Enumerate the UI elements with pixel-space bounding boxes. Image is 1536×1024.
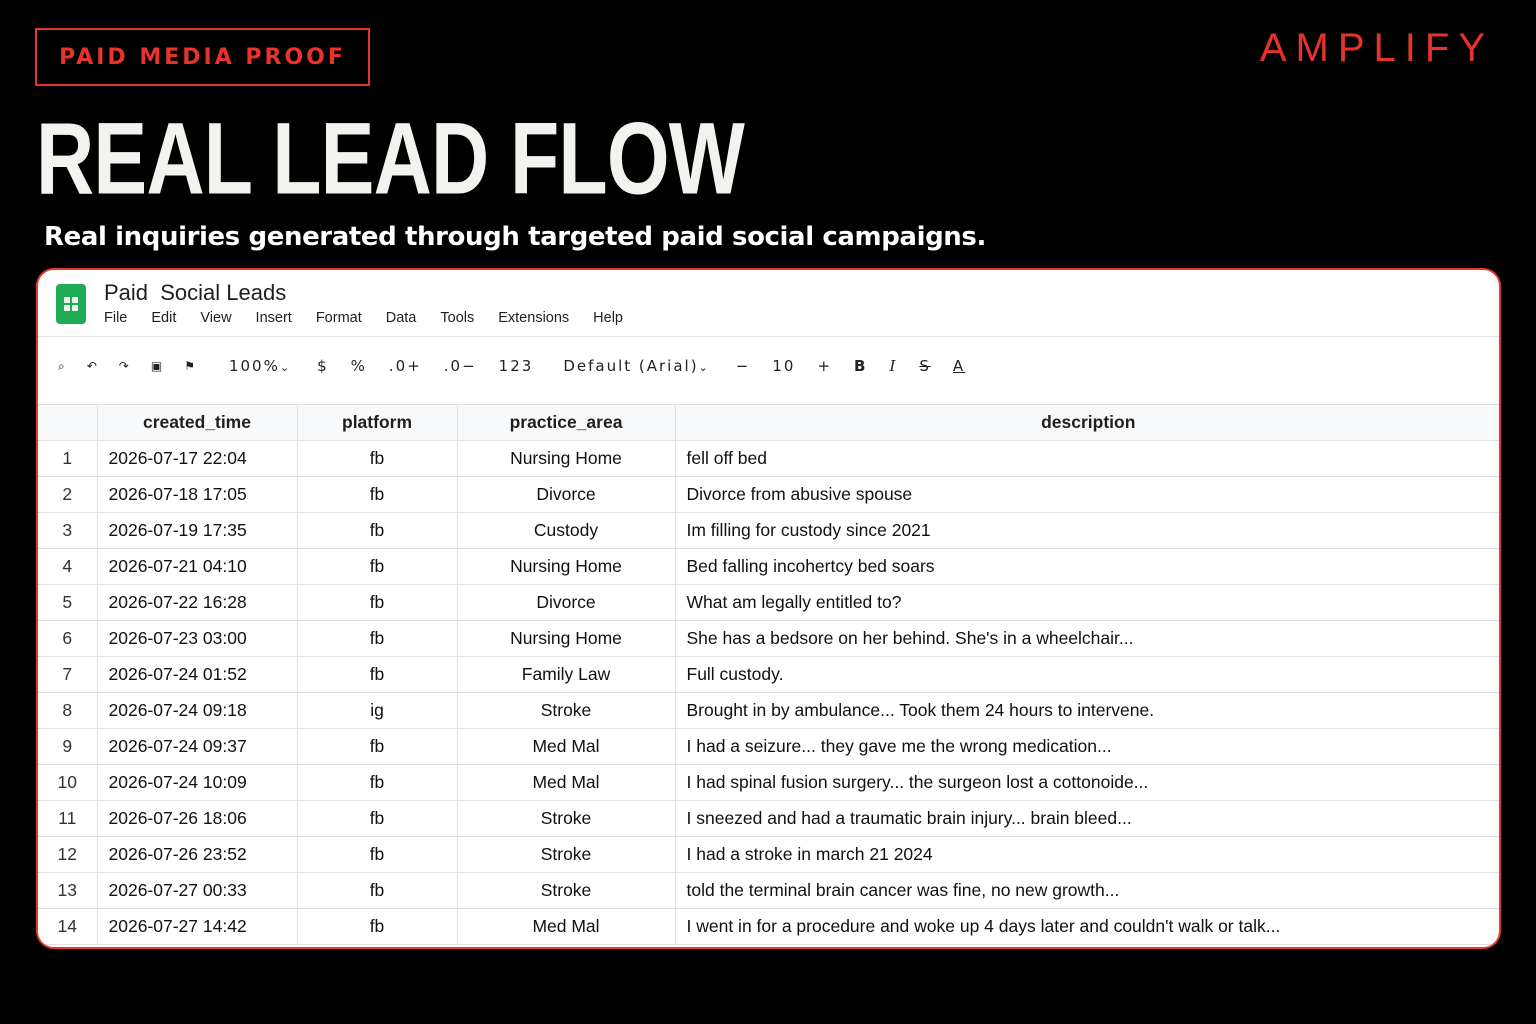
print-icon[interactable]: ▣ bbox=[150, 359, 163, 373]
column-header[interactable]: created_time bbox=[97, 405, 297, 441]
paid-media-proof-badge: PAID MEDIA PROOF bbox=[35, 28, 370, 86]
menu-view[interactable]: View bbox=[200, 310, 232, 326]
description-cell[interactable]: Bed falling incohertcy bed soars bbox=[675, 549, 1501, 585]
created-time-cell[interactable]: 2026-07-27 00:33 bbox=[97, 873, 297, 909]
font-size-decrease-button[interactable]: − bbox=[735, 357, 751, 375]
description-cell[interactable]: told the terminal brain cancer was fine, no new growth... bbox=[675, 873, 1501, 909]
description-cell[interactable]: fell off bed bbox=[675, 441, 1501, 477]
redo-icon[interactable]: ↷ bbox=[118, 359, 129, 373]
platform-cell[interactable]: fb bbox=[297, 621, 457, 657]
row-number-cell[interactable]: 14 bbox=[38, 909, 97, 945]
table-row bbox=[38, 549, 1501, 585]
row-number-cell[interactable]: 5 bbox=[38, 585, 97, 621]
menu-help[interactable]: Help bbox=[593, 310, 623, 326]
search-icon[interactable]: ⌕ bbox=[58, 358, 65, 373]
zoom-value: 100% bbox=[228, 357, 280, 375]
menu-data[interactable]: Data bbox=[385, 310, 417, 326]
row-number-cell[interactable]: 12 bbox=[38, 837, 97, 873]
column-header[interactable]: platform bbox=[297, 405, 457, 441]
practice-area-cell[interactable]: Stroke bbox=[457, 693, 675, 729]
platform-cell[interactable]: fb bbox=[297, 801, 457, 837]
column-header[interactable]: practice_area bbox=[457, 405, 675, 441]
created-time-cell[interactable]: 2026-07-26 18:06 bbox=[97, 801, 297, 837]
table-row bbox=[38, 621, 1501, 657]
number-format-button[interactable]: 123 bbox=[498, 357, 534, 375]
description-cell[interactable]: Im filling for custody since 2021 bbox=[675, 513, 1501, 549]
font-select[interactable] bbox=[563, 357, 707, 375]
toolbar bbox=[58, 354, 987, 378]
practice-area-cell[interactable]: Custody bbox=[457, 513, 675, 549]
table-row bbox=[38, 801, 1501, 837]
description-cell[interactable]: Brought in by ambulance... Took them 24 hours to intervene. bbox=[675, 693, 1501, 729]
chevron-down-icon: ⌄ bbox=[279, 361, 290, 374]
lead-table bbox=[38, 404, 1501, 945]
paint-format-icon[interactable]: ⚑ bbox=[184, 359, 195, 373]
practice-area-cell[interactable]: Med Mal bbox=[457, 765, 675, 801]
platform-cell[interactable]: fb bbox=[297, 441, 457, 477]
description-cell[interactable]: Full custody. bbox=[675, 657, 1501, 693]
practice-area-cell[interactable]: Med Mal bbox=[457, 729, 675, 765]
description-cell[interactable]: She has a bedsore on her behind. She's in a wheelchair... bbox=[675, 621, 1501, 657]
created-time-cell[interactable]: 2026-07-27 14:42 bbox=[97, 909, 297, 945]
table-row bbox=[38, 657, 1501, 693]
platform-cell[interactable]: fb bbox=[297, 873, 457, 909]
table-row bbox=[38, 585, 1501, 621]
created-time-cell[interactable]: 2026-07-24 09:37 bbox=[97, 729, 297, 765]
menu-bar bbox=[104, 310, 647, 326]
practice-area-cell[interactable]: Divorce bbox=[457, 477, 675, 513]
table-row bbox=[38, 729, 1501, 765]
font-size-increase-button[interactable]: + bbox=[817, 357, 833, 375]
platform-cell[interactable]: ig bbox=[297, 693, 457, 729]
created-time-cell[interactable]: 2026-07-21 04:10 bbox=[97, 549, 297, 585]
created-time-cell[interactable]: 2026-07-24 09:18 bbox=[97, 693, 297, 729]
brand-logo: AMPLIFY bbox=[1259, 26, 1494, 70]
practice-area-cell[interactable]: Family Law bbox=[457, 657, 675, 693]
platform-cell[interactable]: fb bbox=[297, 765, 457, 801]
table-row bbox=[38, 873, 1501, 909]
created-time-cell[interactable]: 2026-07-19 17:35 bbox=[97, 513, 297, 549]
platform-cell[interactable]: fb bbox=[297, 549, 457, 585]
percent-format-button[interactable]: % bbox=[350, 357, 367, 375]
created-time-cell[interactable]: 2026-07-24 01:52 bbox=[97, 657, 297, 693]
font-value: Default (Arial) bbox=[563, 357, 699, 375]
headline: REAL LEAD FLOW bbox=[36, 102, 744, 216]
row-number-cell[interactable]: 6 bbox=[38, 621, 97, 657]
table-row bbox=[38, 765, 1501, 801]
created-time-cell[interactable]: 2026-07-24 10:09 bbox=[97, 765, 297, 801]
zoom-select[interactable] bbox=[229, 357, 289, 375]
platform-cell[interactable]: fb bbox=[297, 909, 457, 945]
practice-area-cell[interactable]: Nursing Home bbox=[457, 549, 675, 585]
practice-area-cell[interactable]: Med Mal bbox=[457, 909, 675, 945]
practice-area-cell[interactable]: Stroke bbox=[457, 837, 675, 873]
row-number-cell[interactable]: 2 bbox=[38, 477, 97, 513]
platform-cell[interactable]: fb bbox=[297, 729, 457, 765]
description-cell[interactable]: I had a seizure... they gave me the wrong medication... bbox=[675, 729, 1501, 765]
chevron-down-icon: ⌄ bbox=[698, 361, 708, 374]
row-number-cell[interactable]: 7 bbox=[38, 657, 97, 693]
undo-icon[interactable]: ↶ bbox=[86, 359, 97, 373]
practice-area-cell[interactable]: Nursing Home bbox=[457, 441, 675, 477]
description-cell[interactable]: I had a stroke in march 21 2024 bbox=[675, 837, 1501, 873]
table-row bbox=[38, 477, 1501, 513]
document-title[interactable]: Paid Social Leads bbox=[104, 280, 287, 305]
row-number-cell[interactable]: 9 bbox=[38, 729, 97, 765]
created-time-cell[interactable]: 2026-07-26 23:52 bbox=[97, 837, 297, 873]
table-row bbox=[38, 909, 1501, 945]
table-row bbox=[38, 693, 1501, 729]
table-row bbox=[38, 441, 1501, 477]
corner-cell[interactable] bbox=[38, 405, 97, 441]
menu-file[interactable]: File bbox=[104, 310, 128, 326]
row-number-cell[interactable]: 8 bbox=[38, 693, 97, 729]
practice-area-cell[interactable]: Stroke bbox=[457, 801, 675, 837]
italic-button[interactable]: I bbox=[889, 357, 898, 375]
created-time-cell[interactable]: 2026-07-23 03:00 bbox=[97, 621, 297, 657]
menu-edit[interactable]: Edit bbox=[151, 310, 177, 326]
table-row bbox=[38, 837, 1501, 873]
spreadsheet-window bbox=[36, 268, 1501, 949]
toolbar-divider bbox=[38, 336, 1499, 337]
row-number-cell[interactable]: 13 bbox=[38, 873, 97, 909]
bold-button[interactable]: B bbox=[854, 357, 868, 375]
menu-format[interactable]: Format bbox=[315, 310, 362, 326]
currency-format-button[interactable]: $ bbox=[317, 357, 329, 375]
practice-area-cell[interactable]: Stroke bbox=[457, 873, 675, 909]
platform-cell[interactable]: fb bbox=[297, 477, 457, 513]
row-number-cell[interactable]: 10 bbox=[38, 765, 97, 801]
description-cell[interactable]: Divorce from abusive spouse bbox=[675, 477, 1501, 513]
menu-tools[interactable]: Tools bbox=[440, 310, 475, 326]
menu-extensions[interactable]: Extensions bbox=[498, 310, 570, 326]
row-number-cell[interactable]: 4 bbox=[38, 549, 97, 585]
created-time-cell[interactable]: 2026-07-18 17:05 bbox=[97, 477, 297, 513]
strikethrough-button[interactable]: S bbox=[919, 357, 931, 375]
row-number-cell[interactable]: 3 bbox=[38, 513, 97, 549]
text-color-button[interactable]: A bbox=[952, 357, 966, 375]
row-number-cell[interactable]: 11 bbox=[38, 801, 97, 837]
platform-cell[interactable]: fb bbox=[297, 585, 457, 621]
decimal-increase-button[interactable]: .0+ bbox=[388, 357, 422, 375]
platform-cell[interactable]: fb bbox=[297, 513, 457, 549]
subheadline: Real inquiries generated through targeted paid social campaigns. bbox=[44, 222, 986, 252]
google-sheets-icon[interactable] bbox=[56, 284, 86, 324]
platform-cell[interactable]: fb bbox=[297, 837, 457, 873]
created-time-cell[interactable]: 2026-07-17 22:04 bbox=[97, 441, 297, 477]
column-header[interactable]: description bbox=[675, 405, 1501, 441]
platform-cell[interactable]: fb bbox=[297, 657, 457, 693]
menu-insert[interactable]: Insert bbox=[255, 310, 292, 326]
description-cell[interactable]: I had spinal fusion surgery... the surgeon lost a cottonoide... bbox=[675, 765, 1501, 801]
practice-area-cell[interactable]: Nursing Home bbox=[457, 621, 675, 657]
created-time-cell[interactable]: 2026-07-22 16:28 bbox=[97, 585, 297, 621]
description-cell[interactable]: I sneezed and had a traumatic brain injury... brain bleed... bbox=[675, 801, 1501, 837]
description-cell[interactable]: What am legally entitled to? bbox=[675, 585, 1501, 621]
font-size-input[interactable]: 10 bbox=[772, 357, 796, 375]
row-number-cell[interactable]: 1 bbox=[38, 441, 97, 477]
header-row bbox=[38, 405, 1501, 441]
table-row bbox=[38, 513, 1501, 549]
practice-area-cell[interactable]: Divorce bbox=[457, 585, 675, 621]
description-cell[interactable]: I went in for a procedure and woke up 4 days later and couldn't walk or talk... bbox=[675, 909, 1501, 945]
decimal-decrease-button[interactable]: .0− bbox=[443, 357, 477, 375]
